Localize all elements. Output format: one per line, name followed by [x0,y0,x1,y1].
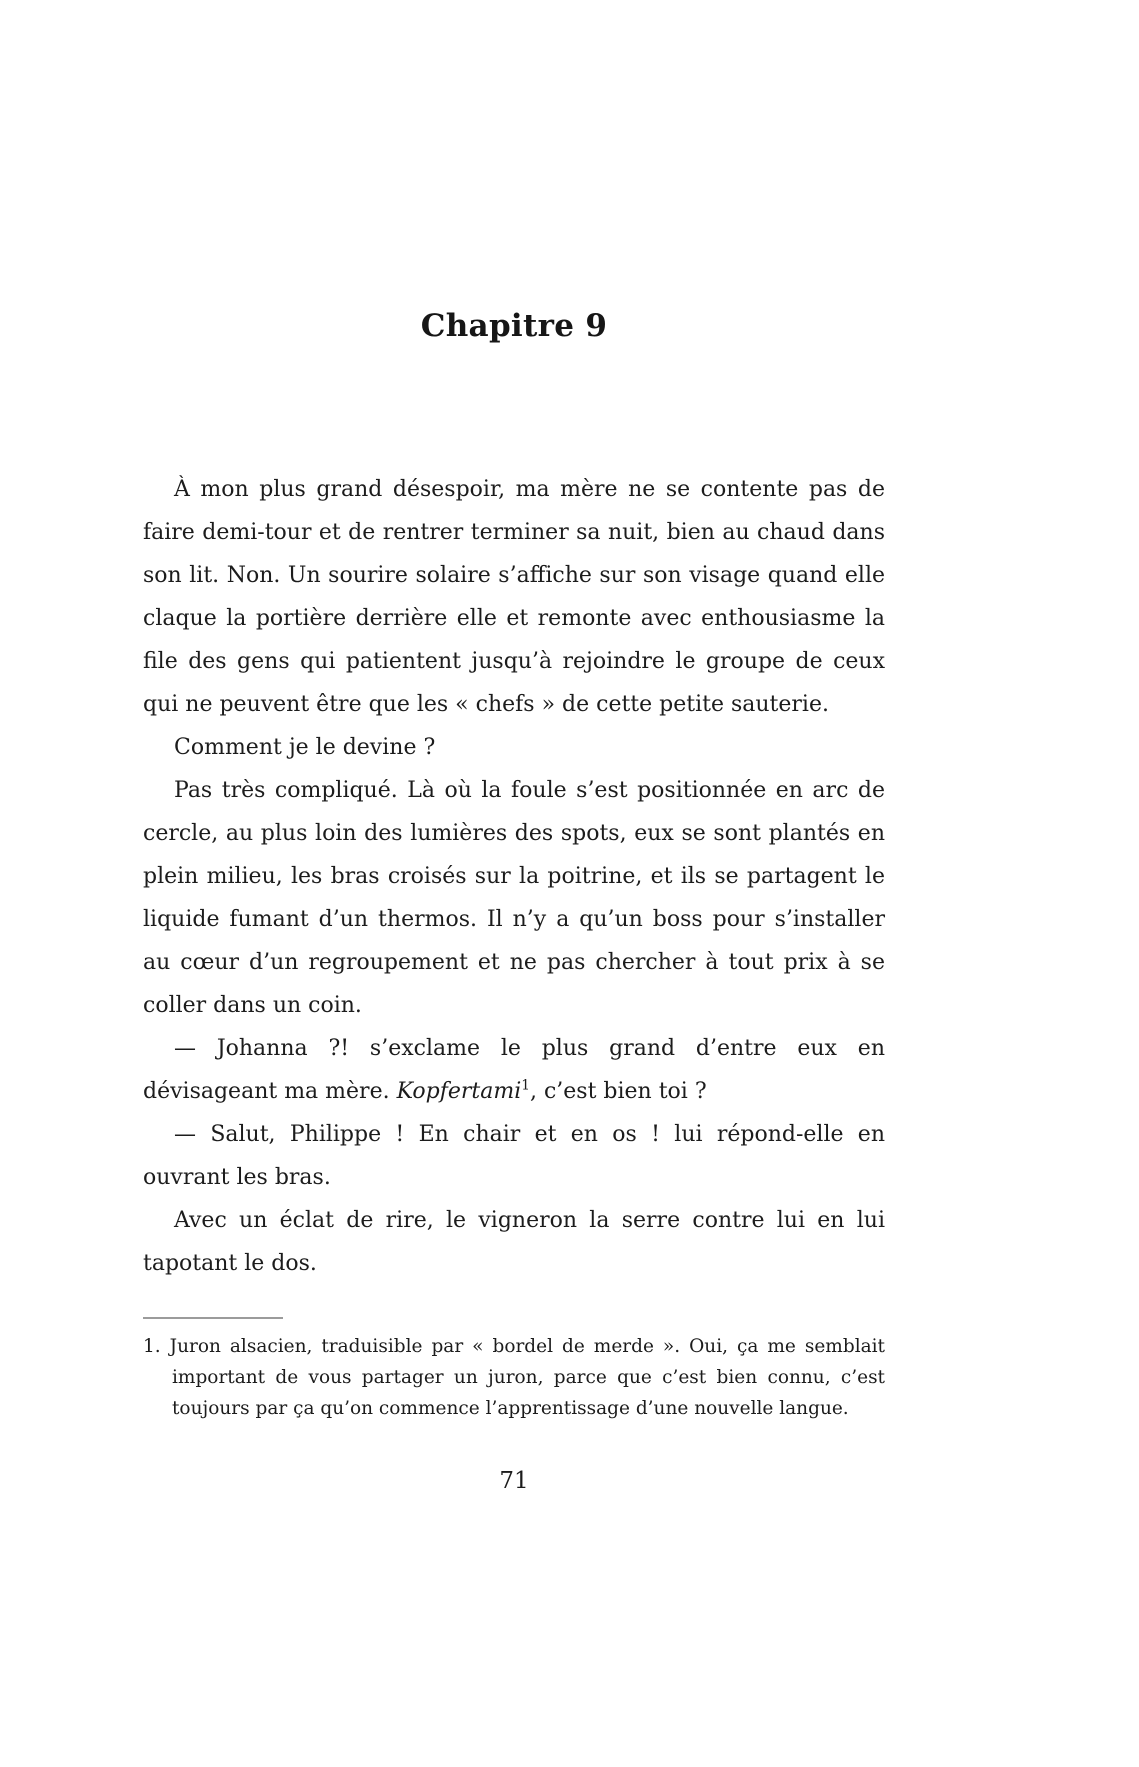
footnote-text: Juron alsacien, traduisible par « bordel de merde ». Oui, ça me semblait important de vous partager un juron, parce que c’est bien connu, c’est toujours par ça qu’on commence l’apprentissage d’une nouvelle langue. [169,1336,885,1419]
italic-word-kopfertami: Kopfertami [396,1079,522,1104]
paragraph-3: Pas très compliqué. Là où la foule s’est positionnée en arc de cercle, au plus loin des lumières des spots, eux se sont plantés en plein milieu, les bras croisés sur la poitrine, et ils se partagent le liquide fumant d’un thermos. Il n’y a qu’un boss pour s’installer au cœur d’un regroupement et ne pas chercher à tout prix à se coller dans un coin. [143,778,885,1018]
paragraph-4-text-after: , c’est bien toi ? [529,1079,707,1104]
paragraph-2: Comment je le devine ? [174,735,436,760]
paragraph-6: Avec un éclat de rire, le vigneron la serre contre lui en lui tapotant le dos. [143,1208,885,1276]
footnote [143,1331,885,1424]
paragraph-1: À mon plus grand désespoir, ma mère ne se contente pas de faire demi-tour et de rentrer terminer sa nuit, bien au chaud dans son lit. Non. Un sourire solaire s’affiche sur son visage quand elle claque la portière derrière elle et remonte avec enthousiasme la file des gens qui patientent jusqu’à rejoindre le groupe de ceux qui ne peuvent être que les « chefs » de cette petite sauterie. [143,477,885,717]
footnote-marker: 1. [143,1336,161,1357]
footnote-separator [143,1317,283,1319]
paragraph-4-text-before: — Johanna ?! s’exclame le plus grand d’entre eux en dévisageant ma mère. [143,1036,885,1104]
page-number: 71 [499,1468,529,1494]
text-column [143,0,885,1494]
footnote-reference-1: 1 [521,1077,530,1094]
chapter-title: Chapitre 9 [420,308,608,344]
paragraph-5: — Salut, Philippe ! En chair et en os ! lui répond-elle en ouvrant les bras. [143,1122,885,1190]
paragraph-4 [143,1027,885,1113]
body-text [143,468,885,1285]
